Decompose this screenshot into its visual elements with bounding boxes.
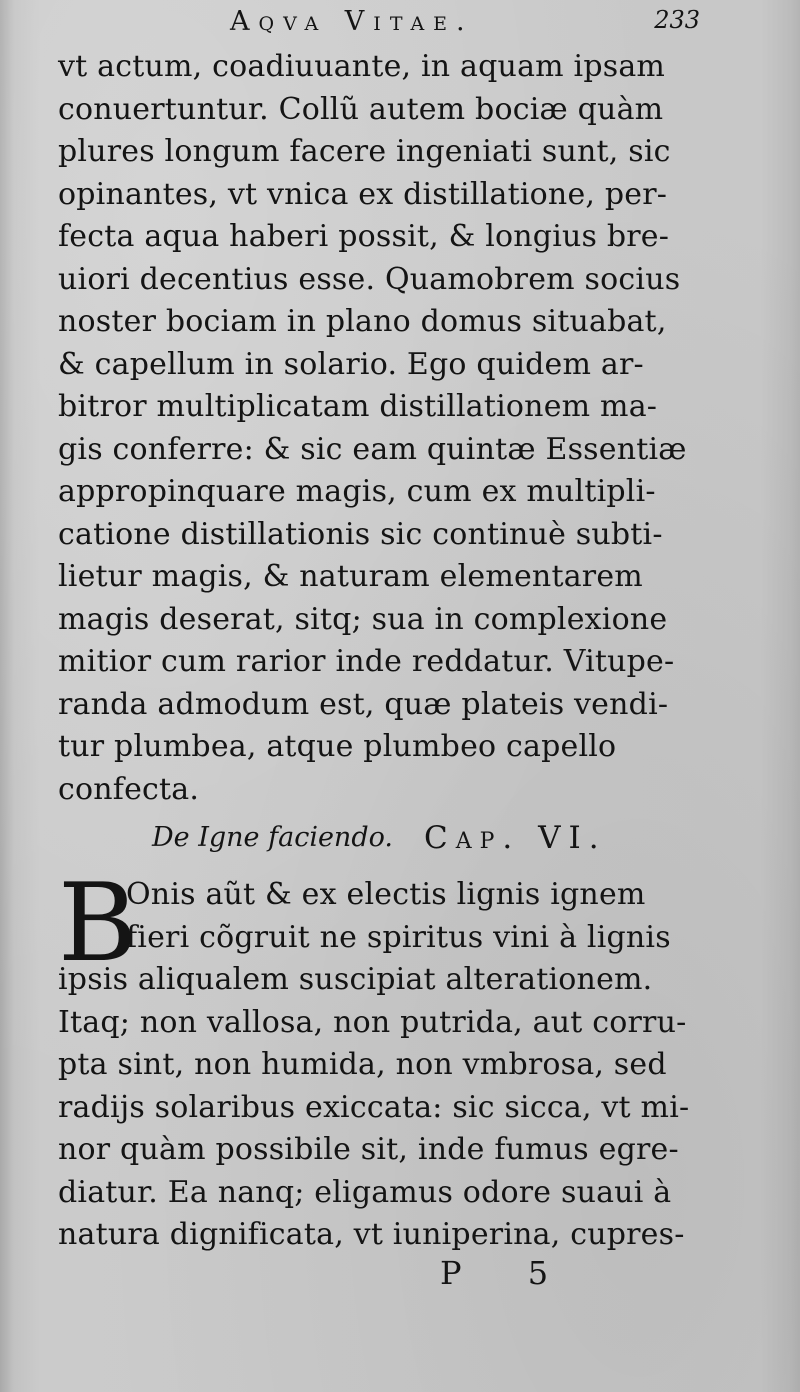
text-line: ipsis aliqualem suscipiat alterationem. [58,962,653,997]
text-line: fecta aqua haberi possit, & longius bre- [58,219,670,254]
text-line: Itaq; non vallosa, non putrida, aut corru- [58,1004,687,1040]
drop-cap-initial: B [58,861,138,986]
text-line: fieri cõgruit ne spiritus vini à lignis [126,919,671,955]
running-head [60,6,700,40]
text-line: radijs solaribus exiccata: sic sicca, vt mi- [58,1089,690,1125]
text-line: bitror multiplicatam distillationem ma- [58,389,658,424]
text-line: uiori decentius esse. Quamobrem socius [58,261,681,297]
chapter-title: De Igne faciendo. [152,822,393,853]
text-line: appropinquare magis, cum ex multipli- [58,474,656,509]
chapter-heading [60,822,700,866]
text-line: natura dignificata, vt iuniperina, cupres- [58,1217,685,1252]
text-line: opinantes, vt vnica ex distillatione, per- [58,176,668,212]
page-number: 233 [654,6,700,34]
paragraph-aqua-vitae [58,46,708,811]
text-line: noster bociam in plano domus situabat, [58,304,667,339]
text-line: vt actum, coadiuuante, in aquam ipsam [58,49,666,84]
text-line: mitior cum rarior inde reddatur. Vitupe- [58,644,675,679]
text-line: gis conferre: & sic eam quintæ Essentiæ [58,431,687,467]
chapter-number: Cap. VI. [424,820,607,856]
running-title: Aqva Vitae. [230,6,474,37]
text-line: lietur magis, & naturam elementarem [58,559,643,594]
text-line: magis deserat, sitq; sua in complexione [58,601,668,637]
signature-mark: P 5 [440,1254,577,1292]
text-line: catione distillationis sic continuè subti- [58,516,663,552]
text-line: diatur. Ea nanq; eligamus odore suaui à [58,1174,672,1210]
text-line: conuertuntur. Collũ autem bociæ quàm [58,91,664,127]
text-line: pta sint, non humida, non vmbrosa, sed [58,1047,667,1082]
text-line: randa admodum est, quæ plateis vendi- [58,686,669,722]
text-line: nor quàm possibile sit, inde fumus egre- [58,1132,679,1167]
text-line: tur plumbea, atque plumbeo capello [58,729,617,764]
text-line: confecta. [58,771,200,807]
text-line: Onis aũt & ex electis lignis ignem [126,877,646,912]
text-line: plures longum facere ingeniati sunt, sic [58,134,671,169]
text-line: & capellum in solario. Ego quidem ar- [58,346,644,382]
paragraph-de-igne [58,874,708,1257]
